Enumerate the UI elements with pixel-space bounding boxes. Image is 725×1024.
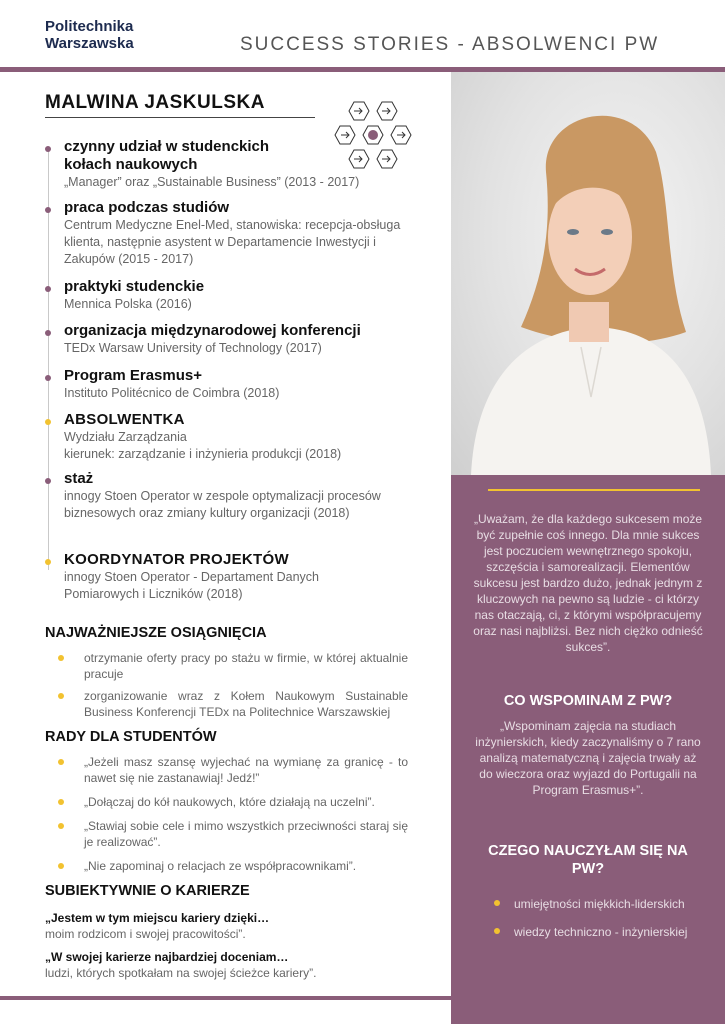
list-item xyxy=(56,688,408,720)
timeline-title: czynny udział w studenckich kołach naukowych xyxy=(64,138,270,173)
timeline-dot xyxy=(45,146,51,152)
list-item xyxy=(56,858,408,874)
timeline-desc-extra: kierunek: zarządzanie i inżynieria produkcji (2018) xyxy=(64,447,342,461)
list-item xyxy=(494,896,694,912)
timeline-desc: Wydziału Zarządzania xyxy=(64,430,187,444)
bullet-dot xyxy=(58,759,64,765)
list-item-text: „Dołączaj do kół naukowych, które działają na uczelni”. xyxy=(84,795,375,809)
logo xyxy=(45,18,134,52)
timeline-desc: innogy Stoen Operator - Departament Danych Pomiarowych i Liczników (2018) xyxy=(64,570,319,601)
timeline-dot xyxy=(45,286,51,292)
timeline-dot xyxy=(45,559,51,565)
bullet-dot xyxy=(58,799,64,805)
bullet-dot xyxy=(494,900,500,906)
advice-heading: RADY DLA STUDENTÓW xyxy=(45,729,217,745)
success-quote: „Uważam, że dla każdego sukcesem może być zupełnie coś innego. Dla mnie sukces jest poczuciem wewnętrznego spokoju, szczęścia i samorealizacji. Elementów sukcesu jest bardzo dużo, jednak jednym z kluczowych na pewno są ludzie - ci którzy nas otaczają, ci, z którymi współpracujemy oraz nasi najbliżsi. Bez nich ciężko odnieść sukces”. xyxy=(473,512,703,654)
list-item-text: umiejętności miękkich-liderskich xyxy=(514,897,685,911)
memory-text: „Wspominam zajęcia na studiach inżynierskich, kiedy zaczynaliśmy o 7 rano analizą matematyczną i zajęcia trwały aż do wieczora oraz wyjazd do Portugalii na Program Erasmus+”. xyxy=(475,719,701,797)
timeline-title: Program Erasmus+ xyxy=(64,367,202,384)
timeline-item xyxy=(40,367,420,402)
timeline-title: KOORDYNATOR PROJEKTÓW xyxy=(64,551,289,568)
list-item-text: „Jeżeli masz szansę wyjechać na wymianę za granicę - to nawet się nie zastanawiaj! Jedź!” xyxy=(84,755,408,785)
list-item xyxy=(56,818,408,850)
advice-list xyxy=(56,754,408,874)
list-item xyxy=(56,754,408,786)
timeline-dot xyxy=(45,478,51,484)
bottom-divider xyxy=(0,996,725,1000)
career-answer: moim rodzicom i swojej pracowitości”. xyxy=(45,927,246,941)
list-item-text: „Nie zapominaj o relacjach ze współpracownikami”. xyxy=(84,859,357,873)
timeline-title: ABSOLWENTKA xyxy=(64,411,185,428)
bullet-dot xyxy=(58,655,64,661)
timeline-title: staż xyxy=(64,470,94,487)
list-item-text: „Stawiaj sobie cele i mimo wszystkich przeciwności staraj się je realizować”. xyxy=(84,819,408,849)
career-answer-2 xyxy=(45,949,415,981)
timeline-item xyxy=(40,551,420,603)
timeline-item xyxy=(40,470,420,522)
timeline-title: praca podczas studiów xyxy=(64,199,230,216)
name-underline xyxy=(45,117,315,118)
achievements-heading: NAJWAŻNIEJSZE OSIĄGNIĘCIA xyxy=(45,625,267,641)
career-heading: SUBIEKTYWNIE O KARIERZE xyxy=(45,883,250,899)
career-answer-1 xyxy=(45,910,415,942)
list-item-text: otrzymanie oferty pracy po stażu w firmie, w której aktualnie pracuje xyxy=(84,651,408,681)
page-title: SUCCESS STORIES - ABSOLWENCI PW xyxy=(240,34,660,55)
timeline-desc: Centrum Medyczne Enel-Med, stanowiska: recepcja-obsługa klienta, następnie asystent w Departamencie Inwestycji i Zakupów (2015 - 2017) xyxy=(64,218,401,266)
timeline-desc: TEDx Warsaw University of Technology (2017) xyxy=(64,341,322,355)
bullet-dot xyxy=(494,928,500,934)
timeline-desc: „Manager” oraz „Sustainable Business” (2013 - 2017) xyxy=(64,175,360,189)
timeline-dot xyxy=(45,330,51,336)
list-item-text: zorganizowanie wraz z Kołem Naukowym Sustainable Business Konferencji TEDx na Politechnice Warszawskiej xyxy=(84,689,408,719)
timeline-desc: Instituto Politécnico de Coimbra (2018) xyxy=(64,386,280,400)
list-item xyxy=(56,794,408,810)
list-item xyxy=(56,650,408,682)
portrait-illustration xyxy=(451,72,725,475)
panel-accent-rule xyxy=(488,489,700,491)
bullet-dot xyxy=(58,823,64,829)
timeline-item xyxy=(40,138,420,191)
timeline-item xyxy=(40,199,420,268)
achievements-list xyxy=(56,650,408,720)
bullet-dot xyxy=(58,693,64,699)
timeline-dot xyxy=(45,207,51,213)
timeline-dot xyxy=(45,375,51,381)
learned-list xyxy=(494,896,694,952)
timeline-desc: innogy Stoen Operator w zespole optymalizacji procesów biznesowych oraz zmiany kultury organizacji (2018) xyxy=(64,489,381,520)
timeline-desc: Mennica Polska (2016) xyxy=(64,297,192,311)
learned-heading: CZEGO NAUCZYŁAM SIĘ NA PW? xyxy=(488,843,688,877)
timeline-item xyxy=(40,278,420,313)
timeline-dot xyxy=(45,419,51,425)
list-item-text: wiedzy techniczno - inżynierskiej xyxy=(514,925,688,939)
logo-line-2: Warszawska xyxy=(45,35,134,52)
portrait-photo xyxy=(451,72,725,475)
memory-heading: CO WSPOMINAM Z PW? xyxy=(503,693,673,709)
logo-line-1: Politechnika xyxy=(45,18,134,35)
timeline-item xyxy=(40,411,420,463)
career-question: „Jestem w tym miejscu kariery dzięki… xyxy=(45,911,270,925)
timeline-title: praktyki studenckie xyxy=(64,278,205,295)
bullet-dot xyxy=(58,863,64,869)
career-question: „W swojej karierze najbardziej doceniam… xyxy=(45,950,289,964)
timeline-item xyxy=(40,322,420,357)
person-name: MALWINA JASKULSKA xyxy=(45,92,265,113)
list-item xyxy=(494,924,694,940)
career-answer: ludzi, których spotkałam na swojej ścieżce kariery”. xyxy=(45,966,317,980)
timeline-title: organizacja międzynarodowej konferencji xyxy=(64,322,361,339)
